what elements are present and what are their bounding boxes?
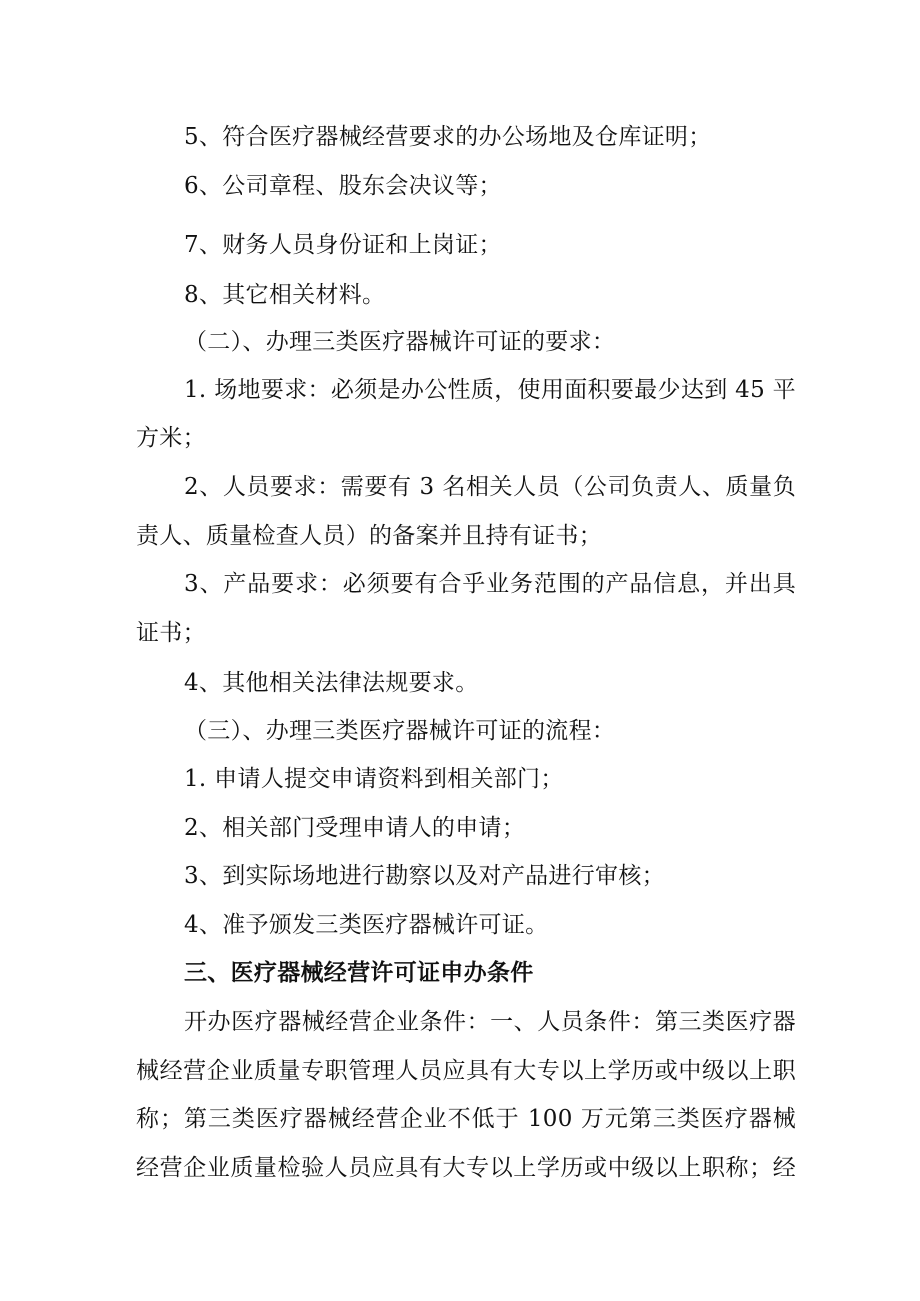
list-item-finance-staff-id: 7、财务人员身份证和上岗证；	[184, 232, 502, 258]
list-item-other-materials: 8、其它相关材料。	[184, 282, 386, 308]
paragraph-conditions-line-3: 称；第三类医疗器械经营企业不低于 100 万元第三类医疗器械	[136, 1106, 796, 1132]
requirement-personnel-cont: 责人、质量检查人员）的备案并且持有证书；	[136, 523, 602, 549]
section-heading-requirements: （二）、办理三类医疗器械许可证的要求：	[184, 329, 616, 355]
process-step-issue: 4、准予颁发三类医疗器械许可证。	[184, 912, 549, 938]
requirement-product-cont: 证书；	[136, 620, 206, 646]
requirement-site: 1. 场地要求：必须是办公性质，使用面积要最少达到 45 平	[184, 377, 796, 403]
list-item-company-charter: 6、公司章程、股东会决议等；	[184, 173, 502, 199]
requirement-personnel: 2、人员要求：需要有 3 名相关人员（公司负责人、质量负	[184, 474, 796, 500]
paragraph-conditions-line-1: 开办医疗器械经营企业条件：一、人员条件：第三类医疗器	[184, 1009, 796, 1035]
requirement-product: 3、产品要求：必须要有合乎业务范围的产品信息，并出具	[184, 571, 796, 597]
section-heading-conditions: 三、医疗器械经营许可证申办条件	[184, 960, 534, 986]
section-heading-process: （三）、办理三类医疗器械许可证的流程：	[184, 718, 616, 744]
paragraph-conditions-line-2: 械经营企业质量专职管理人员应具有大专以上学历或中级以上职	[136, 1058, 796, 1084]
process-step-accept: 2、相关部门受理申请人的申请；	[184, 815, 526, 841]
list-item-office-proof: 5、符合医疗器械经营要求的办公场地及仓库证明；	[184, 124, 712, 150]
requirement-site-cont: 方米；	[136, 425, 206, 451]
process-step-submit: 1. 申请人提交申请资料到相关部门；	[184, 766, 564, 792]
process-step-inspect: 3、到实际场地进行勘察以及对产品进行审核；	[184, 863, 665, 889]
requirement-legal: 4、其他相关法律法规要求。	[184, 670, 479, 696]
paragraph-conditions-line-4: 经营企业质量检验人员应具有大专以上学历或中级以上职称；经	[136, 1155, 796, 1181]
